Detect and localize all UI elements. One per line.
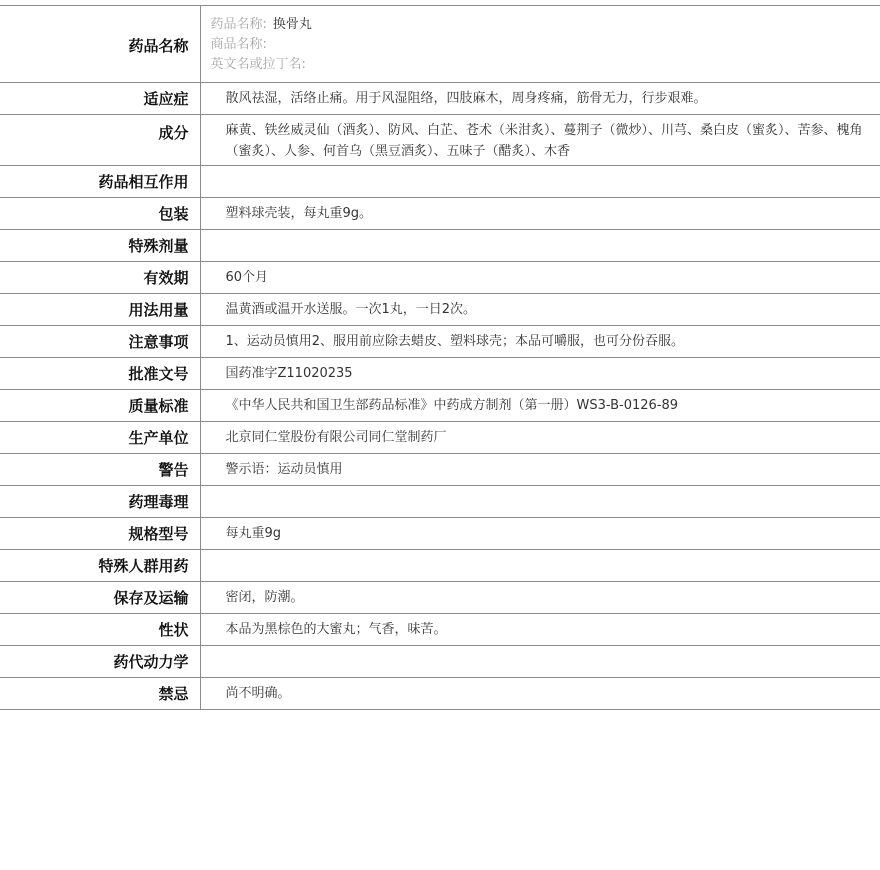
row-value: 1、运动员慎用2、服用前应除去蜡皮、塑料球壳；本品可嚼服，也可分份吞服。 [200,326,880,358]
table-row-pharmacokinetics [0,646,880,678]
row-label: 质量标准 [0,390,200,422]
table-row-usage [0,294,880,326]
row-value: 60个月 [200,262,880,294]
row-label: 批准文号 [0,358,200,390]
row-label: 药理毒理 [0,486,200,518]
drug-info-table [0,5,880,710]
drug-name-block [201,6,880,75]
table-row-precautions [0,326,880,358]
row-value: 塑料球壳装，每丸重9g。 [200,198,880,230]
row-value: 温黄酒或温开水送服。一次1丸，一日2次。 [200,294,880,326]
table-row-special-dosage [0,230,880,262]
row-value: 散风祛湿，活络止痛。用于风湿阻络，四肢麻木，周身疼痛，筋骨无力，行步艰难。 [200,83,880,115]
row-label: 生产单位 [0,422,200,454]
table-row-warning [0,454,880,486]
generic-name-line [211,15,880,35]
drug-name-cell [200,6,880,83]
row-value [200,486,880,518]
table-row-packaging [0,198,880,230]
trade-name-line [211,35,880,55]
table-row-interactions [0,166,880,198]
row-value: 麻黄、铁丝威灵仙（酒炙）、防风、白芷、苍术（米泔炙）、蔓荆子（微炒）、川芎、桑白皮（蜜炙）、苦参、槐角（蜜炙）、人参、何首乌（黑豆酒炙）、五味子（醋炙）、木香 [200,115,880,166]
row-value: 尚不明确。 [200,678,880,710]
row-value: 本品为黑棕色的大蜜丸；气香，味苦。 [200,614,880,646]
row-label: 包装 [0,198,200,230]
table-row-ingredients [0,115,880,166]
row-value [200,166,880,198]
table-row-contraindications [0,678,880,710]
row-value [200,550,880,582]
table-row-shelf-life [0,262,880,294]
row-label: 特殊人群用药 [0,550,200,582]
row-label: 特殊剂量 [0,230,200,262]
row-label: 成分 [0,115,200,166]
row-label: 禁忌 [0,678,200,710]
row-label: 注意事项 [0,326,200,358]
table-row-storage [0,582,880,614]
row-label: 用法用量 [0,294,200,326]
row-label: 规格型号 [0,518,200,550]
table-row-drug-name [0,6,880,83]
table-row-pharmacology [0,486,880,518]
row-value: 《中华人民共和国卫生部药品标准》中药成方制剂（第一册）WS3-B-0126-89 [200,390,880,422]
row-value [200,230,880,262]
row-label: 保存及运输 [0,582,200,614]
row-value: 国药准字Z11020235 [200,358,880,390]
english-name-line [211,55,880,75]
table-row-indications [0,83,880,115]
row-value [200,646,880,678]
table-row-description [0,614,880,646]
row-value: 密闭，防潮。 [200,582,880,614]
row-label: 警告 [0,454,200,486]
generic-name-value: 换骨丸 [272,17,312,32]
row-value: 每丸重9g [200,518,880,550]
table-row-quality-standard [0,390,880,422]
row-label: 药品名称 [0,6,200,83]
row-value: 北京同仁堂股份有限公司同仁堂制药厂 [200,422,880,454]
table-row-specification [0,518,880,550]
row-label: 性状 [0,614,200,646]
generic-name-key: 药品名称: [210,17,267,32]
trade-name-key: 商品名称: [210,37,267,52]
table-row-special-populations [0,550,880,582]
row-label: 适应症 [0,83,200,115]
row-label: 药代动力学 [0,646,200,678]
table-row-manufacturer [0,422,880,454]
row-label: 有效期 [0,262,200,294]
english-name-key: 英文名或拉丁名: [210,57,306,72]
row-value: 警示语：运动员慎用 [200,454,880,486]
row-label: 药品相互作用 [0,166,200,198]
table-row-approval-number [0,358,880,390]
